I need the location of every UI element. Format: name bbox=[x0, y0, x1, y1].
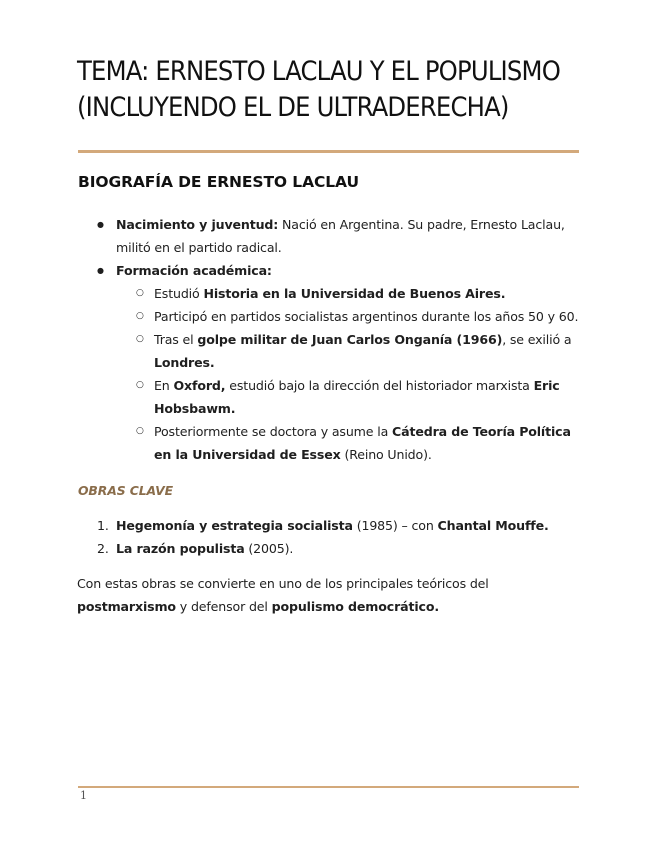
list-number: 2. bbox=[97, 541, 109, 556]
item-bold: Historia en la Universidad de Buenos Aires. bbox=[203, 286, 506, 301]
closing-text: y defensor del bbox=[175, 599, 272, 614]
item-bold: golpe militar de Juan Carlos Onganía (1966) bbox=[197, 332, 503, 347]
list-item bbox=[154, 328, 586, 374]
list-item bbox=[154, 374, 586, 420]
item-bold: Cátedra de Teoría Política en la Universidad de Essex bbox=[154, 424, 571, 462]
works-list bbox=[97, 514, 586, 560]
works-heading: OBRAS CLAVE bbox=[78, 483, 174, 498]
item-text: Tras el bbox=[154, 332, 198, 347]
title-line-1: TEMA: ERNESTO LACLAU Y EL POPULISMO bbox=[77, 56, 561, 87]
item-text: Posteriormente se doctora y asume la bbox=[154, 424, 393, 439]
list-item bbox=[154, 305, 586, 328]
biography-heading: BIOGRAFÍA DE ERNESTO LACLAU bbox=[78, 173, 359, 191]
page-number: 1 bbox=[80, 789, 87, 802]
document-title bbox=[77, 54, 587, 126]
list-item bbox=[154, 420, 586, 466]
closing-bold: populismo democrático. bbox=[271, 599, 439, 614]
education-sublist bbox=[116, 282, 586, 466]
item-text: Estudió bbox=[154, 286, 204, 301]
footer-divider bbox=[78, 786, 579, 788]
title-divider bbox=[78, 150, 579, 153]
item-text: Participó en partidos socialistas argentinos durante los años 50 y 60. bbox=[154, 309, 579, 324]
list-number: 1. bbox=[97, 518, 109, 533]
work-title: La razón populista bbox=[116, 541, 245, 556]
list-item bbox=[97, 514, 586, 537]
work-detail: (2005). bbox=[244, 541, 294, 556]
closing-bold: postmarxismo bbox=[77, 599, 176, 614]
work-detail: (1985) – con bbox=[352, 518, 438, 533]
biography-list bbox=[116, 213, 586, 466]
item-bold: Eric Hobsbawm. bbox=[154, 378, 560, 416]
list-item-education bbox=[116, 259, 586, 466]
closing-paragraph bbox=[77, 572, 582, 618]
item-text: , se exilió a bbox=[502, 332, 572, 347]
item-text: estudió bajo la dirección del historiador marxista bbox=[225, 378, 534, 393]
item-text: (Reino Unido). bbox=[340, 447, 432, 462]
birth-text: Nació en Argentina. Su padre, Ernesto Laclau, militó en el partido radical. bbox=[116, 217, 565, 255]
list-item bbox=[97, 537, 586, 560]
list-item-birth bbox=[116, 213, 586, 259]
item-bold: Oxford, bbox=[173, 378, 226, 393]
education-label: Formación académica: bbox=[116, 263, 272, 278]
item-text: En bbox=[154, 378, 174, 393]
work-coauthor: Chantal Mouffe. bbox=[437, 518, 549, 533]
closing-text: Con estas obras se convierte en uno de los principales teóricos del bbox=[77, 576, 489, 591]
title-line-2: (INCLUYENDO EL DE ULTRADERECHA) bbox=[77, 92, 509, 123]
work-title: Hegemonía y estrategia socialista bbox=[116, 518, 353, 533]
birth-label: Nacimiento y juventud: bbox=[116, 217, 279, 232]
list-item bbox=[154, 282, 586, 305]
item-bold: Londres. bbox=[154, 355, 215, 370]
